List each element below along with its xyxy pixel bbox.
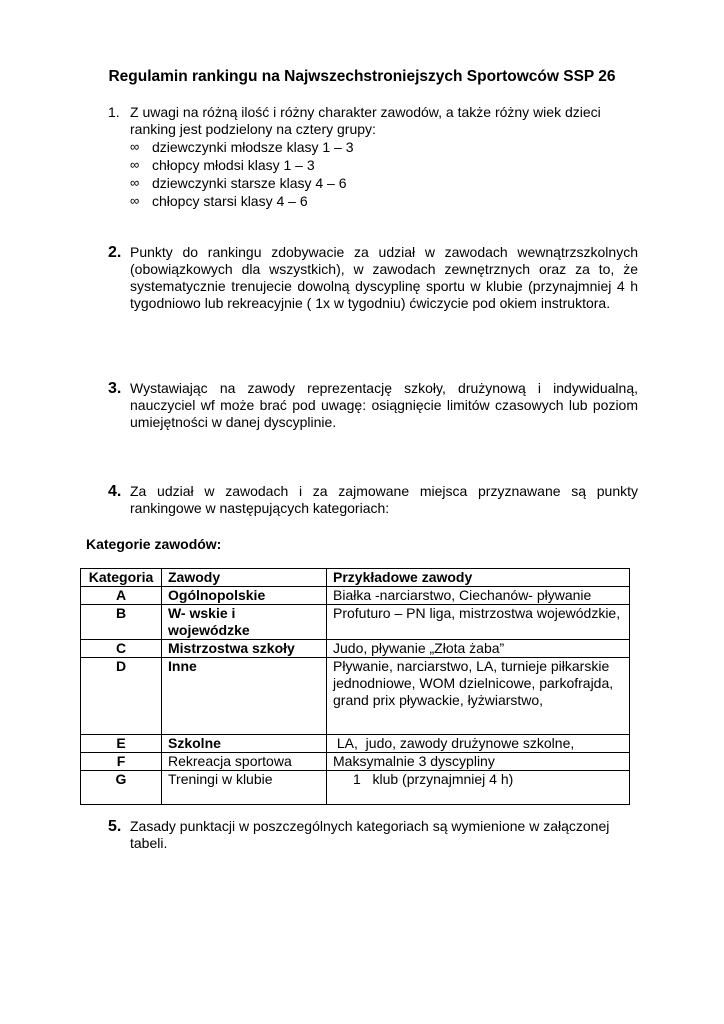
column-header: Przykładowe zawody xyxy=(327,569,630,587)
infinity-bullet-icon: ∞ xyxy=(130,193,140,208)
category-code: D xyxy=(81,658,162,735)
rule-number: 4. xyxy=(108,483,122,500)
group-list xyxy=(130,138,638,210)
rule-text: Zasady punktacji w poszczególnych kategoriach są wymienione w załączonej tabeli. xyxy=(130,818,610,851)
categories-heading: Kategorie zawodów: xyxy=(86,536,222,552)
table-row xyxy=(81,771,630,805)
category-code: C xyxy=(81,640,162,658)
example-competitions: 1 klub (przynajmniej 4 h) xyxy=(327,771,630,805)
example-competitions: Maksymalnie 3 dyscypliny xyxy=(327,753,630,771)
list-item: ∞ chłopcy młodsi klasy 1 – 3 xyxy=(130,157,315,173)
rule-text: Wystawiając na zawody reprezentację szkoły, drużynową i indywidualną, nauczyciel wf może brać pod uwagę: osiągnięcie limitów czasowych lub poziom umiejętności w danej dyscyplinie. xyxy=(130,380,638,430)
competition-type: Mistrzostwa szkoły xyxy=(162,640,327,658)
category-code: F xyxy=(81,753,162,771)
table-row xyxy=(81,753,630,771)
table-row xyxy=(81,605,630,640)
rule-item-1 xyxy=(108,104,638,210)
competition-type: Ogólnopolskie xyxy=(162,587,327,605)
categories-table xyxy=(80,568,630,805)
example-competitions: Białka -narciarstwo, Ciechanów- pływanie xyxy=(327,587,630,605)
competition-type: Szkolne xyxy=(162,735,327,753)
example-competitions: Judo, pływanie „Złota żaba” xyxy=(327,640,630,658)
competition-type: W- wskie i wojewódzke xyxy=(162,605,327,640)
rule-number: 2. xyxy=(108,244,122,261)
infinity-bullet-icon: ∞ xyxy=(130,139,140,154)
table-row xyxy=(81,735,630,753)
column-header: Kategoria xyxy=(81,569,162,587)
table-row xyxy=(81,640,630,658)
category-code: G xyxy=(81,771,162,805)
table-row xyxy=(81,587,630,605)
rule-item-2 xyxy=(108,244,638,312)
rule-text: Za udział w zawodach i za zajmowane miejsca przyznawane są punkty rankingowe w następujących kategoriach: xyxy=(130,483,638,516)
infinity-bullet-icon: ∞ xyxy=(130,157,140,172)
column-header: Zawody xyxy=(162,569,327,587)
rule-number: 3. xyxy=(108,380,122,397)
list-item: ∞ dziewczynki młodsze klasy 1 – 3 xyxy=(130,139,354,155)
competition-type: Rekreacja sportowa xyxy=(162,753,327,771)
category-code: B xyxy=(81,605,162,640)
rule-item-4 xyxy=(108,483,638,517)
example-competitions: LA, judo, zawody drużynowe szkolne, xyxy=(327,735,630,753)
category-code: E xyxy=(81,735,162,753)
rule-number: 5. xyxy=(108,818,122,835)
table-header-row xyxy=(81,569,630,587)
infinity-bullet-icon: ∞ xyxy=(130,175,140,190)
competition-type: Inne xyxy=(162,658,327,735)
example-competitions: Pływanie, narciarstwo, LA, turnieje piłkarskie jednodniowe, WOM dzielnicowe, parkofrajda, grand prix pływackie, łyżwiarstwo, xyxy=(327,658,630,735)
rule-number: 1. xyxy=(108,104,120,120)
rule-text: Punkty do rankingu zdobywacie za udział w zawodach wewnątrzszkolnych (obowiązkowych dla wszystkich), w zawodach zewnętrznych oraz za to, że systematycznie trenujecie dowolną dyscyplinę sportu w klubie (przynajmniej 4 h tygodniowo lub rekreacyjnie ( 1x w tygodniu) ćwiczycie pod okiem instruktora. xyxy=(130,244,638,311)
rule-text: Z uwagi na różną ilość i różny charakter zawodów, a także różny wiek dzieci ranking jest podzielony na cztery grupy: xyxy=(130,104,601,137)
rule-item-3 xyxy=(108,380,638,431)
example-competitions: Profuturo – PN liga, mistrzostwa wojewódzkie, xyxy=(327,605,630,640)
category-code: A xyxy=(81,587,162,605)
table-row xyxy=(81,658,630,735)
rule-item-5 xyxy=(108,818,638,852)
document-title: Regulamin rankingu na Najwszechstroniejszych Sportowców SSP 26 xyxy=(108,68,616,85)
competition-type: Treningi w klubie xyxy=(162,771,327,805)
list-item: ∞ chłopcy starsi klasy 4 – 6 xyxy=(130,193,308,209)
list-item: ∞ dziewczynki starsze klasy 4 – 6 xyxy=(130,175,347,191)
